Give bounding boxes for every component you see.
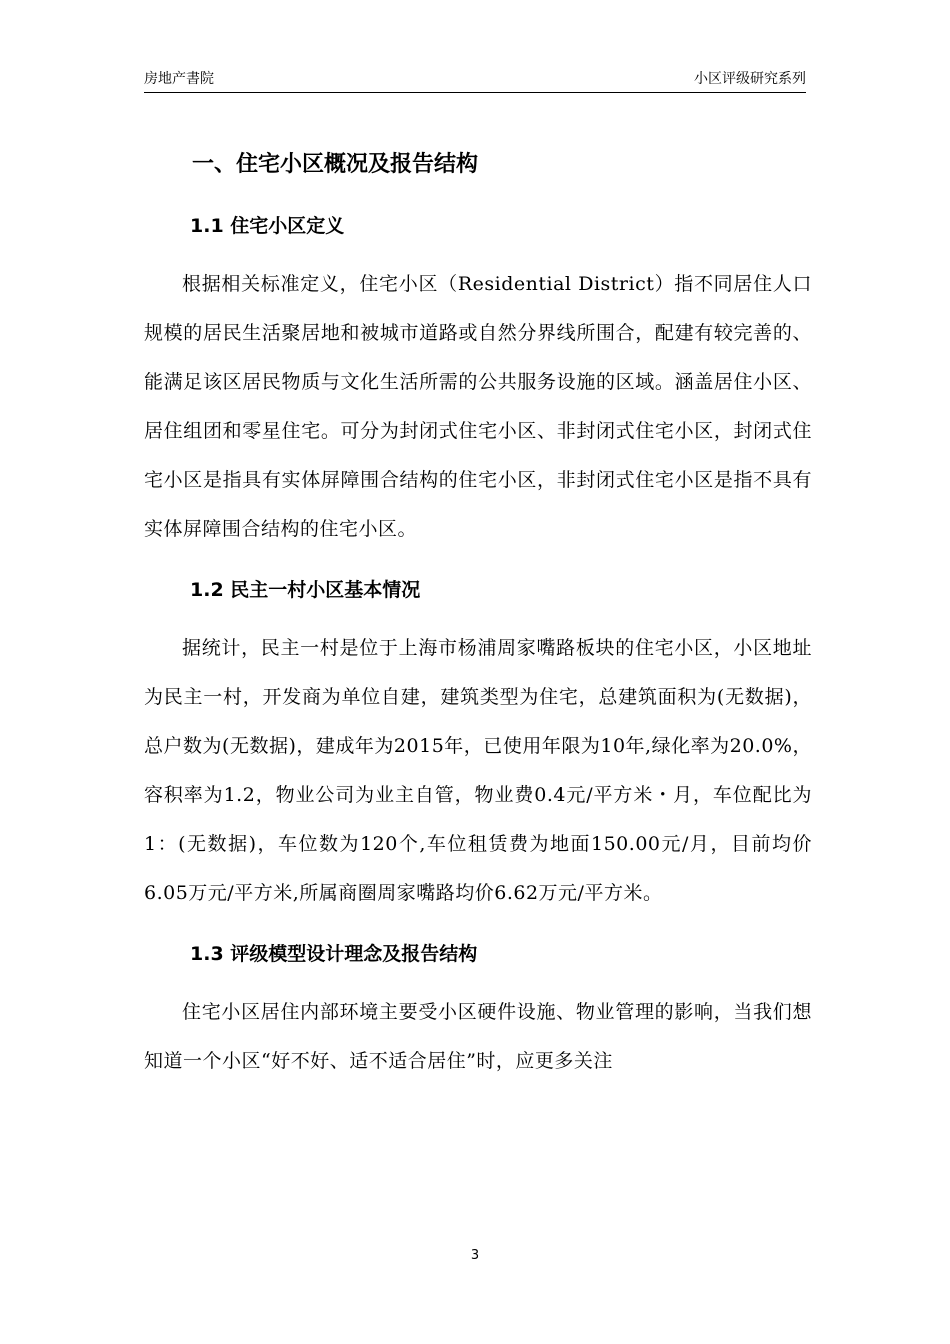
page-footer (0, 1248, 950, 1263)
chapter-title: 一、住宅小区概况及报告结构 (192, 152, 479, 177)
page-header (144, 66, 806, 93)
section-paragraph-1-1: 根据相关标准定义，住宅小区（Residential District）指不同居住人口规模的居民生活聚居地和被城市道路或自然分界线所围合，配建有较完善的、能满足该区居民物质与文化生活所需的公共服务设施的区域。涵盖居住小区、居住组团和零星住宅。可分为封闭式住宅小区、非封闭式住宅小区，封闭式住宅小区是指具有实体屏障围合结构的住宅小区，非封闭式住宅小区是指不具有实体屏障围合结构的住宅小区。 (144, 273, 812, 540)
header-series-title: 小区评级研究系列 (694, 71, 806, 87)
section-heading-1-1: 1.1 住宅小区定义 (190, 215, 345, 237)
section-paragraph-1-2: 据统计，民主一村是位于上海市杨浦周家嘴路板块的住宅小区，小区地址为民主一村，开发商为单位自建，建筑类型为住宅，总建筑面积为(无数据)，总户数为(无数据)，建成年为2015年，已使用年限为10年,绿化率为20.0%，容积率为1.2，物业公司为业主自管，物业费0.4元/平方米・月，车位配比为1：(无数据)，车位数为120个,车位租赁费为地面150.00元/月，目前均价6.05万元/平方米,所属商圈周家嘴路均价6.62万元/平方米。 (144, 637, 812, 904)
main-content (144, 140, 812, 1086)
section-heading-1-2: 1.2 民主一村小区基本情况 (190, 579, 421, 601)
page-number: 3 (470, 1248, 480, 1263)
header-publisher: 房地产書院 (144, 71, 214, 87)
section-heading-1-3: 1.3 评级模型设计理念及报告结构 (190, 943, 478, 965)
section-paragraph-1-3: 住宅小区居住内部环境主要受小区硬件设施、物业管理的影响，当我们想知道一个小区“好不好、适不适合居住”时，应更多关注 (144, 1001, 812, 1072)
